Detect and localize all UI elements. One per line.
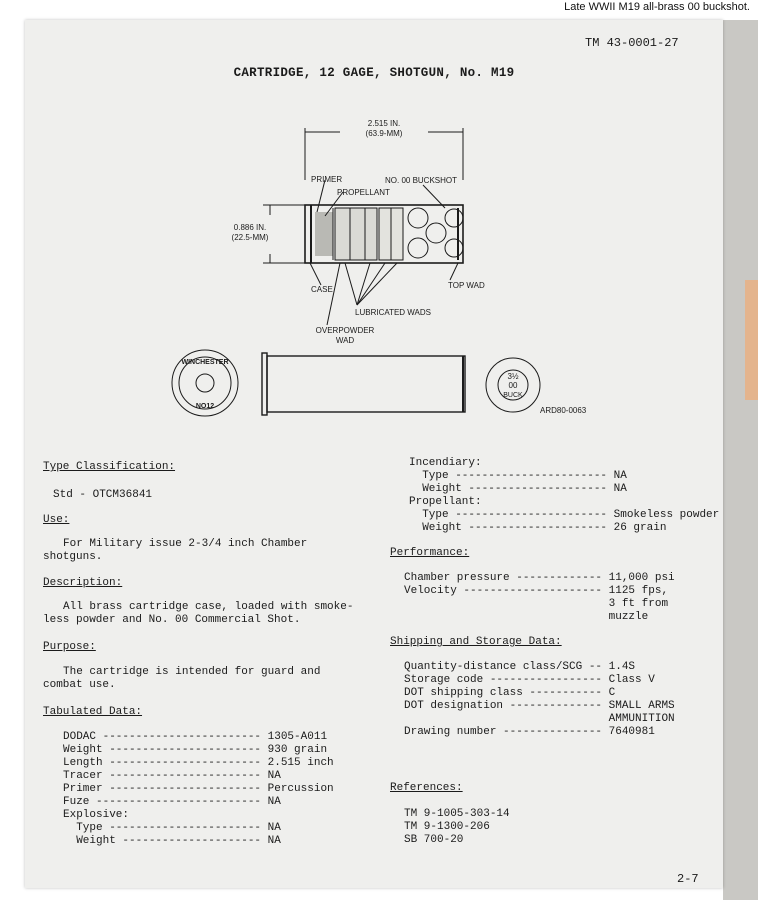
buckshot-label: NO. 00 BUCKSHOT [385,176,458,185]
reference-item: SB 700-20 [404,834,464,846]
propellant-row: Type ----------------------- Smokeless powder [409,509,720,521]
overpowder-wad-label: WAD [335,336,355,345]
length-mm-label: (63.9-MM) [365,129,403,138]
performance-row: Chamber pressure ------------- 11,000 psi [404,572,675,584]
tabulated-row: Length ----------------------- 2.515 inch [63,757,334,769]
buckshot-pellet [426,223,446,243]
purpose-text-line: combat use. [43,679,116,691]
page-edge-highlight [745,280,758,400]
tabulated-row: Type ----------------------- NA [63,822,281,834]
shipping-row: Storage code ----------------- Class V [404,674,655,686]
description-text-line: All brass cartridge case, loaded with smoke- [63,601,354,613]
crimp-text-2: 00 [508,381,518,390]
shipping-row: DOT designation -------------- SMALL ARMS [404,700,675,712]
use-heading: Use: [43,514,70,526]
shipping-row: Drawing number --------------- 7640981 [404,726,655,738]
performance-row: 3 ft from [404,598,669,610]
overpowder-wad [335,208,377,260]
purpose-text-line: The cartridge is intended for guard and [63,666,321,678]
buckshot-pellet [445,239,463,257]
headstamp-text-top: WINCHESTER [181,359,229,366]
cartridge-rim [262,353,267,415]
shipping-storage-heading: Shipping and Storage Data: [390,636,562,648]
tm-number: TM 43-0001-27 [585,36,679,50]
buckshot-pellet [445,209,463,227]
shipping-row: AMMUNITION [404,713,675,725]
tabulated-data-heading: Tabulated Data: [43,706,143,718]
purpose-heading: Purpose: [43,641,96,653]
diameter-mm-label: (22.5-MM) [231,233,269,242]
propellant-fill [315,212,333,256]
shipping-row: DOT shipping class ----------- C [404,687,616,699]
cartridge-side-view [267,356,465,412]
type-classification-text: Std - OTCM36841 [53,489,153,501]
description-text-line: less powder and No. 00 Commercial Shot. [43,614,301,626]
page-number: 2-7 [677,872,699,886]
tabulated-row: Weight ----------------------- 930 grain [63,744,328,756]
references-heading: References: [390,782,463,794]
primer-label: PRIMER [311,175,343,184]
buckshot-pellet [408,208,428,228]
tabulated-row: Explosive: [63,809,130,821]
incendiary-row: Incendiary: [409,457,482,469]
incendiary-row: Weight --------------------- NA [409,483,627,495]
performance-heading: Performance: [390,547,470,559]
tabulated-row: Fuze ------------------------- NA [63,796,281,808]
top-wad-label: TOP WAD [448,281,485,290]
crimp-text-3: BUCK [503,392,523,399]
buckshot-pellet [408,238,428,258]
use-text-line: shotguns. [43,551,103,563]
performance-row: Velocity --------------------- 1125 fps, [404,585,669,597]
headstamp-text-bottom: NO12 [195,403,215,410]
propellant-row: Weight --------------------- 26 grain [409,522,667,534]
diameter-in-label: 0.886 IN. [233,223,267,232]
reference-item: TM 9-1300-206 [404,821,490,833]
tabulated-row: Weight --------------------- NA [63,835,281,847]
use-text-line: For Military issue 2-3/4 inch Chamber [63,538,308,550]
headstamp-primer [196,374,214,392]
description-heading: Description: [43,577,123,589]
tabulated-row: DODAC ------------------------ 1305-A011 [63,731,328,743]
lubricated-wads-label: LUBRICATED WADS [355,308,432,317]
length-in-label: 2.515 IN. [367,120,401,128]
type-classification-heading: Type Classification: [43,461,176,473]
propellant-row: Propellant: [409,496,482,508]
page-title: CARTRIDGE, 12 GAGE, SHOTGUN, No. M19 [233,66,515,80]
document-page [25,20,723,888]
cartridge-figure [145,120,625,420]
tabulated-row: Tracer ----------------------- NA [63,770,281,782]
performance-row: muzzle [404,611,649,623]
drawing-id-label: ARD80-0063 [540,406,587,415]
overpowder-label: OVERPOWDER [315,326,375,335]
image-caption: Late WWII M19 all-brass 00 buckshot. [564,1,750,13]
incendiary-row: Type ----------------------- NA [409,470,627,482]
shipping-row: Quantity-distance class/SCG -- 1.4S [404,661,636,673]
tabulated-row: Primer ----------------------- Percussion [63,783,334,795]
case-label: CASE [311,285,333,294]
reference-item: TM 9-1005-303-14 [404,808,510,820]
page-edge-background [723,20,758,900]
propellant-label: PROPELLANT [337,188,390,197]
crimp-text-1: 3½ [507,372,519,381]
